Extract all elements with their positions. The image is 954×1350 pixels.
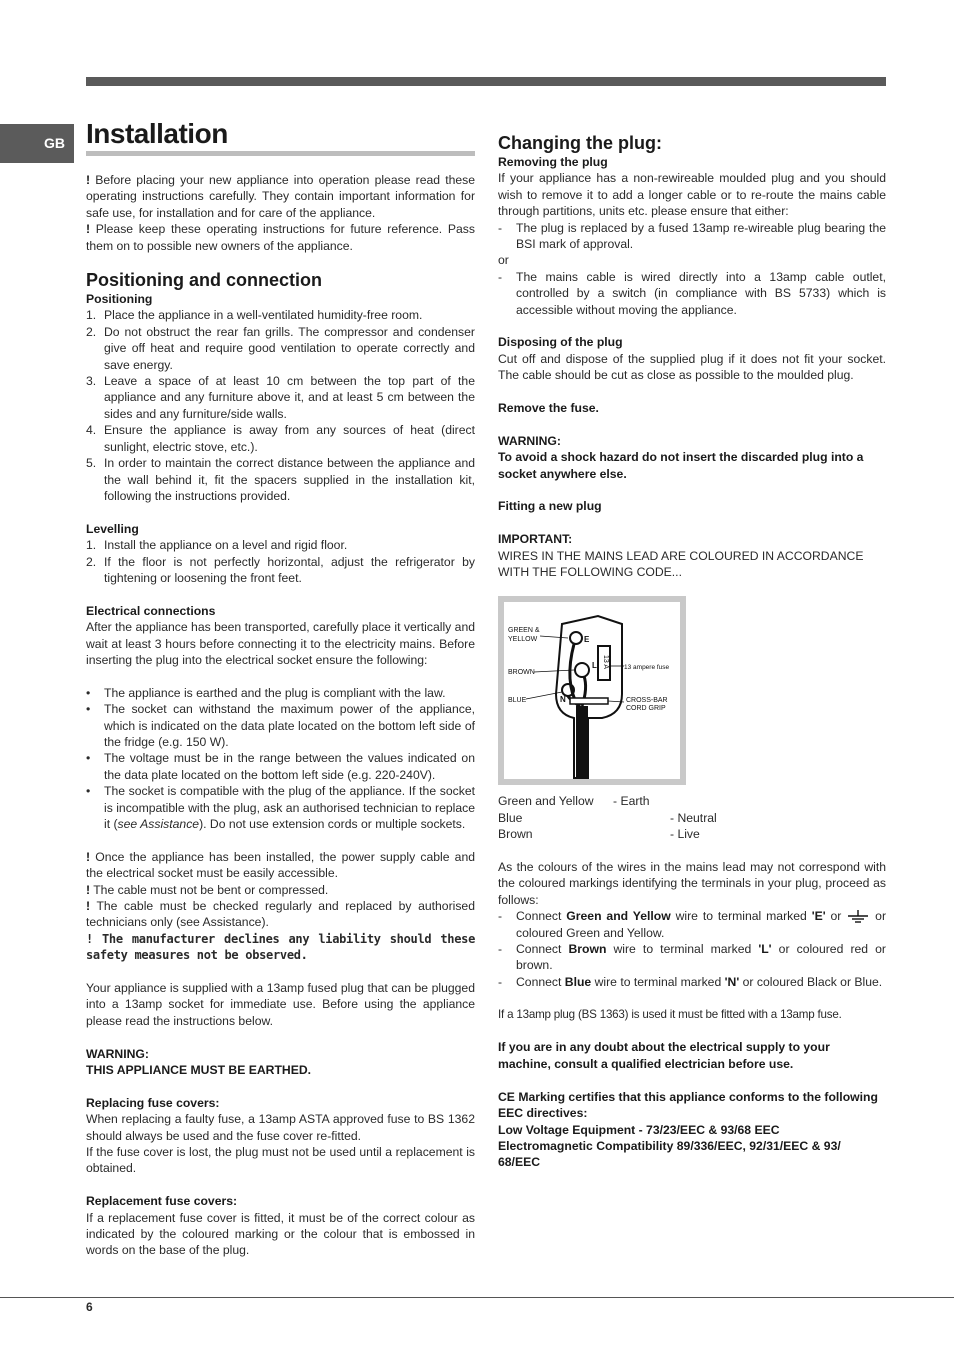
- positioning-title: Positioning: [86, 292, 153, 307]
- levelling-list: [86, 537, 475, 586]
- label-crossbar-2: CORD GRIP: [626, 705, 666, 713]
- cord-grip-bar: [570, 698, 608, 704]
- removing-plug-title: Removing the plug: [498, 155, 608, 169]
- note-liability: ! The manufacturer declines any liability should these safety measures not be observed.: [86, 931, 475, 963]
- list-item: 5. In order to maintain the correct distance between the appliance and the wall behind it, fit the spacers supplied in the installation kit, following the instructions provided.: [86, 456, 475, 503]
- connection-list: [498, 908, 886, 990]
- language-tab: GB: [0, 124, 74, 163]
- left-column: [86, 172, 475, 1259]
- page-number: 6: [86, 1300, 93, 1314]
- important-title: IMPORTANT:: [498, 532, 573, 547]
- fuse-rating-mark: 13 A: [602, 655, 609, 670]
- terminal-n-label: N: [560, 695, 566, 705]
- positioning-list: [86, 307, 475, 504]
- legend-row: Brown - Live: [498, 827, 700, 842]
- replacing-fuse-text-1: When replacing a faulty fuse, a 13amp ASTA approved fuse to BS 1362 should always be used and the fuse cover re-fitted.: [86, 1112, 475, 1143]
- remove-fuse-text: Remove the fuse.: [498, 401, 599, 416]
- removing-options-2: [498, 269, 886, 318]
- list-item: 2. Do not obstruct the rear fan grills. The compressor and condenser give off heat and require good ventilation to operate correctly and save energy.: [86, 324, 475, 372]
- shock-warning-text: To avoid a shock hazard do not insert the discarded plug into a socket anywhere else.: [498, 450, 864, 481]
- list-item: 2. If the floor is not perfectly horizontal, adjust the refrigerator by tightening or loosening the front feet.: [86, 554, 475, 585]
- bs1363-note: If a 13amp plug (BS 1363) is used it must be fitted with a 13amp fuse.: [498, 1007, 842, 1021]
- label-blue: BLUE: [508, 697, 527, 705]
- legend-row: Green and Yellow - Earth: [498, 794, 650, 809]
- section-heading-plug: Changing the plug:: [498, 133, 662, 153]
- replacing-fuse-title: Replacing fuse covers:: [86, 1095, 220, 1110]
- intro-paragraph-2: ! Please keep these operating instructions for future reference. Pass them on to possible new owners of the appliance.: [86, 222, 475, 253]
- label-brown: BROWN: [508, 669, 535, 677]
- label-crossbar-1: CROSS-BAR: [626, 697, 668, 705]
- note-cable-check: ! The cable must be checked regularly and replaced by authorised technicians only (see Assistance).: [86, 899, 475, 930]
- list-item: - The mains cable is wired directly into a 13amp cable outlet, controlled by a switch (in compliance with BS 5733) which is accessible without moving the appliance.: [498, 269, 886, 317]
- list-item: - Connect Brown wire to terminal marked 'L' or coloured red or brown.: [498, 942, 886, 973]
- ce-emc: Electromagnetic Compatibility 89/336/EEC, 92/31/EEC & 93/ 68/EEC: [498, 1138, 841, 1170]
- note-cable-bent: ! The cable must not be bent or compressed.: [86, 882, 329, 897]
- list-item: • The voltage must be in the range between the values indicated on the data plate located on the bottom left side (e.g. 220-240V).: [86, 751, 475, 782]
- label-green-yellow-1: GREEN &: [508, 627, 540, 635]
- label-green-yellow-2: YELLOW: [508, 636, 538, 644]
- list-item: 4. Ensure the appliance is away from any sources of heat (direct sunlight, electric stove, etc.).: [86, 423, 475, 454]
- list-item: - Connect Blue wire to terminal marked 'N' or coloured Black or Blue.: [498, 974, 883, 989]
- plug-wiring-diagram: [498, 596, 686, 785]
- earth-warning-text: THIS APPLIANCE MUST BE EARTHED.: [86, 1063, 312, 1078]
- list-item: 3. Leave a space of at least 10 cm between the top part of the appliance and any furniture above it, and at least 5 cm between the sides and any furniture/side walls.: [86, 374, 475, 421]
- electrical-title: Electrical connections: [86, 603, 216, 618]
- electrical-bullets: [86, 685, 475, 833]
- list-item: • The socket is compatible with the plug of the appliance. If the socket is incompatible with the plug, ask an authorised technician to replace it (see Assistance). Do not use extension cords or multiple sockets.: [86, 784, 475, 831]
- replacement-fuse-title: Replacement fuse covers:: [86, 1194, 238, 1209]
- list-item: - Connect Green and Yellow wire to terminal marked 'E' or or coloured Green and Yellow.: [498, 909, 886, 940]
- important-text: WIRES IN THE MAINS LEAD ARE COLOURED IN ACCORDANCE WITH THE FOLLOWING CODE...: [498, 548, 864, 580]
- intro-paragraph-1: ! Before placing your new appliance into operation please read these operating instructions carefully. They contain important information for safe use, for installation and for care of the appliance.: [86, 173, 476, 220]
- section-heading-positioning: Positioning and connection: [86, 270, 322, 291]
- terminal-e-label: E: [584, 635, 590, 645]
- list-item: 1. Place the appliance in a well-ventilated humidity-free room.: [86, 308, 423, 323]
- fitting-plug-title: Fitting a new plug: [498, 499, 602, 514]
- list-item: • The appliance is earthed and the plug is compliant with the law.: [86, 685, 446, 700]
- levelling-title: Levelling: [86, 521, 139, 536]
- list-item: 1. Install the appliance on a level and rigid floor.: [86, 538, 348, 553]
- title-underline: [86, 151, 475, 156]
- page-title: Installation: [86, 118, 228, 149]
- colours-note: As the colours of the wires in the mains lead may not correspond with the coloured markings identifying the terminals in your plug, proceed as follows:: [498, 860, 886, 907]
- mains-cable: [576, 706, 588, 778]
- list-item: • The socket can withstand the maximum power of the appliance, which is indicated on the data plate located on the bottom left side of the fridge (e.g. 150 W).: [86, 702, 475, 749]
- replacement-fuse-text: If a replacement fuse cover is fitted, it must be of the correct colour as indicated by the coloured marking or the colour that is embossed in words on the base of the plug.: [86, 1210, 475, 1258]
- ce-marking-intro: CE Marking certifies that this appliance conforms to the following EEC directives:: [498, 1089, 878, 1121]
- removing-plug-text: If your appliance has a non-rewireable moulded plug and you should wish to remove it to add a longer cable or to re-route the mains cable through partitions, units etc. please ensure that either:: [498, 171, 886, 219]
- replacing-fuse-text-2: If the fuse cover is lost, the plug must not be used until a replacement is obtained.: [86, 1145, 475, 1176]
- right-column: [498, 132, 886, 1171]
- note-accessible: ! Once the appliance has been installed, the power supply cable and the electrical socket must be easily accessible.: [86, 849, 476, 881]
- terminal-l-label: L: [592, 661, 597, 671]
- ce-low-voltage: Low Voltage Equipment - 73/23/EEC & 93/68 EEC: [498, 1122, 780, 1137]
- or-text: or: [498, 253, 509, 268]
- doubt-note: If you are in any doubt about the electrical supply to your machine, consult a qualified electrician before use.: [498, 1040, 830, 1071]
- removing-options-1: [498, 220, 886, 253]
- disposing-text: Cut off and dispose of the supplied plug if it does not fit your socket. The cable should be cut as close as possible to the moulded plug.: [498, 351, 886, 383]
- electrical-intro: After the appliance has been transported, carefully place it vertically and wait at least 3 hours before connecting it to the electricity mains. Before inserting the plug into the electrical socket ensure the following:: [86, 620, 475, 667]
- earth-symbol-icon: [846, 910, 870, 924]
- shock-warning-title: WARNING:: [498, 433, 561, 448]
- label-fuse: 13 ampere fuse: [624, 664, 670, 672]
- fused-plug-paragraph: Your appliance is supplied with a 13amp fused plug that can be plugged into a 13amp socket for immediate use. Before using the appliance please read the instructions below.: [86, 981, 475, 1028]
- list-item: - The plug is replaced by a fused 13amp re-wireable plug bearing the BSI mark of approval.: [498, 220, 886, 252]
- plug-diagram-svg: [504, 602, 680, 779]
- top-rule: [86, 77, 886, 86]
- earth-warning-title: WARNING:: [86, 1046, 149, 1061]
- legend-row: Blue - Neutral: [498, 810, 717, 825]
- disposing-title: Disposing of the plug: [498, 335, 623, 350]
- wire-colour-legend: [498, 793, 886, 842]
- footer-rule: [0, 1297, 954, 1298]
